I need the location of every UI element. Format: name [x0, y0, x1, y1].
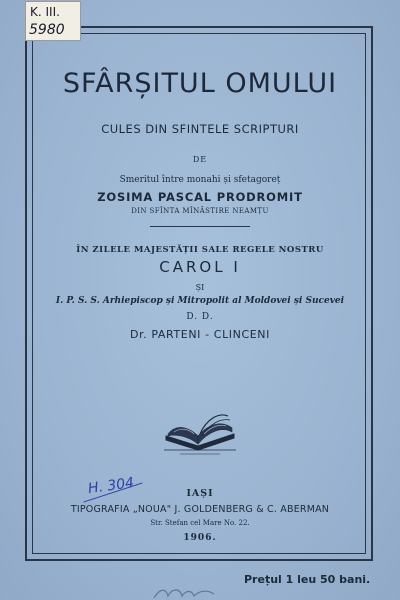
- open-book-ornament-icon: [160, 406, 240, 458]
- shelf-stamp-line-2: 5980: [29, 22, 65, 38]
- imprint-city: IAȘI: [186, 488, 214, 499]
- dedication-bishop: I. P. S. S. Arhiepiscop și Mitropolit al Moldovei și Sucevei: [55, 296, 345, 306]
- imprint-year: 1906.: [183, 533, 217, 543]
- price-label: Prețul 1 leu 50 bani.: [244, 573, 371, 586]
- dedication-recipient: [33, 328, 367, 342]
- handwritten-note-text: H. 304: [87, 474, 136, 498]
- dedication-reign: ÎN ZILELE MAJESTĂȚII SALE REGELE NOSTRU: [76, 245, 324, 255]
- imprint-press: TIPOGRAFIA „NOUA" J. GOLDENBERG & C. ABERMAN: [70, 504, 330, 515]
- divider-rule: [150, 226, 250, 227]
- author-prefix: Smeritul între monahi și sfetagoreț: [119, 175, 281, 185]
- recipient-title: Dr.: [130, 328, 148, 341]
- book-title: SFÂRȘITUL OMULUI: [62, 68, 338, 99]
- dedication-dd: D. D.: [186, 312, 214, 322]
- author-monastery: DIN SFÎNTA MÎNĂSTIRE NEAMȚU: [131, 207, 269, 215]
- library-shelf-stamp: [25, 1, 81, 41]
- imprint-address: Str. Stefan cel Mare No. 22.: [150, 519, 250, 527]
- recipient-name: PARTENI - CLINCENI: [151, 328, 270, 341]
- dedication-and: ȘI: [195, 283, 205, 292]
- book-subtitle: CULES DIN SFINTELE SCRIPTURI: [101, 122, 299, 136]
- author-name: ZOSIMA PASCAL PRODROMIT: [97, 190, 303, 204]
- by-label: DE: [192, 155, 208, 164]
- shelf-stamp-line-1: K. III.: [30, 5, 60, 19]
- dedication-king: CAROL I: [159, 258, 241, 276]
- pencil-mark-icon: [150, 584, 220, 600]
